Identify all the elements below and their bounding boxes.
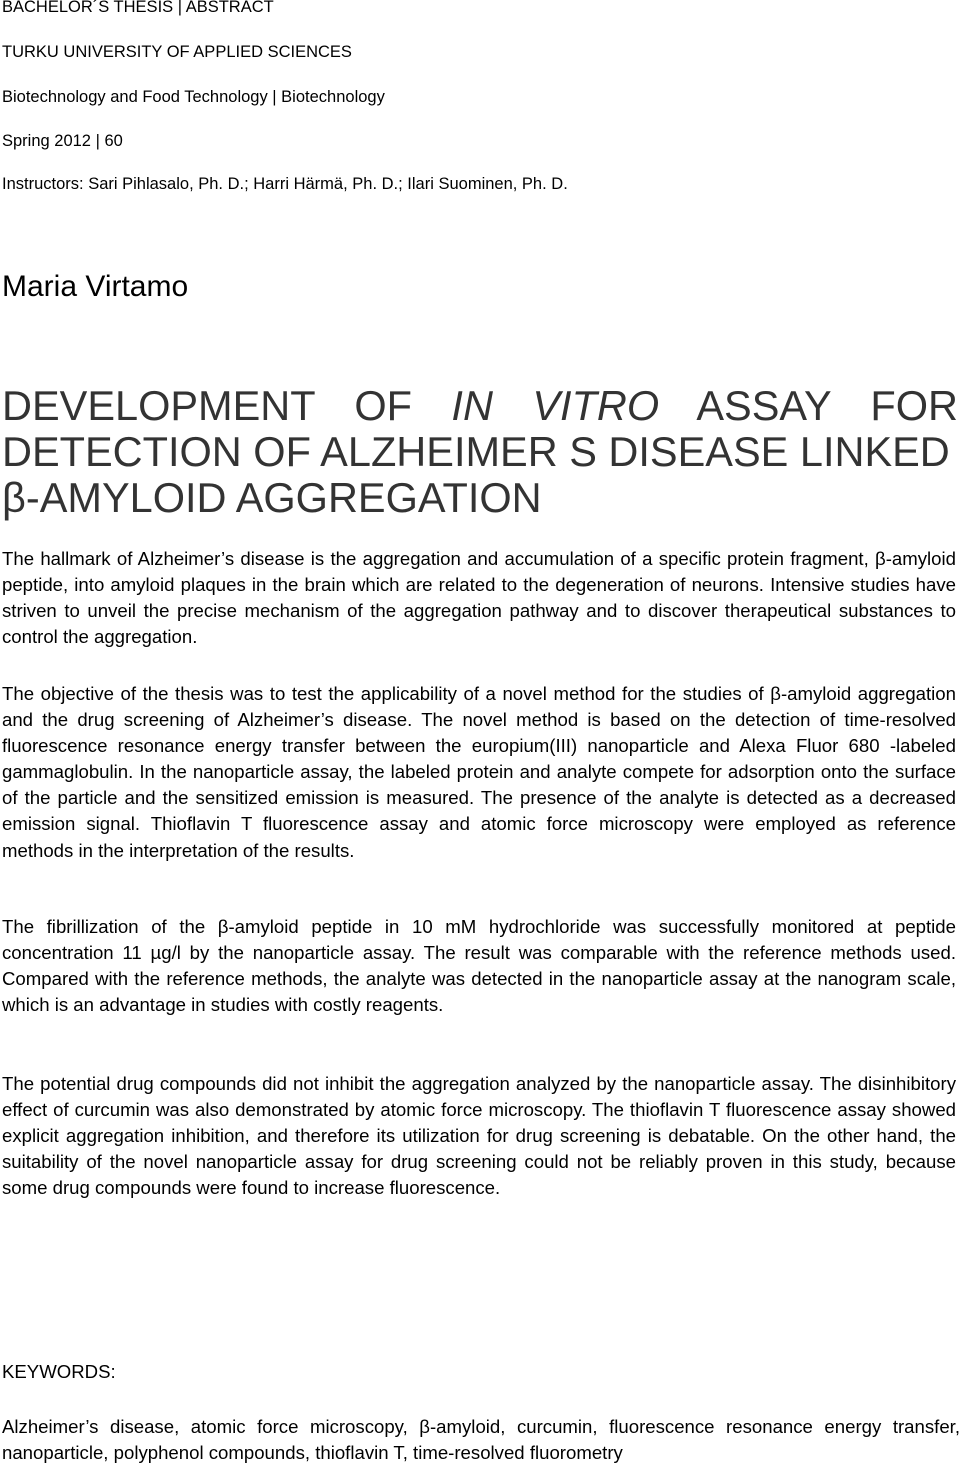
title-line-3: β-AMYLOID AGGREGATION	[2, 474, 542, 521]
title-word-italic: VITRO	[532, 382, 660, 429]
title-word: ASSAY	[696, 382, 831, 429]
university-line: TURKU UNIVERSITY OF APPLIED SCIENCES	[2, 43, 352, 61]
keywords-text: Alzheimer’s disease, atomic force microscopy, β-amyloid, curcumin, fluorescence resonance energy transfer, nanoparticle, polyphenol compounds, thioflavin T, time-resolved fluorometry	[2, 1416, 960, 1464]
title-word: DEVELOPMENT	[2, 382, 315, 429]
title-line-1	[2, 383, 958, 429]
abstract-paragraph-2: The objective of the thesis was to test the applicability of a novel method for the studies of β-amyloid aggregation and the drug screening of Alzheimer’s disease. The novel method is based on the detection of time-resolved fluorescence resonance energy transfer between the europium(III) nanoparticle and Alexa Fluor 680 -labeled gammaglobulin. In the nanoparticle assay, the labeled protein and analyte compete for adsorption onto the surface of the particle and the sensitized emission is measured. The presence of the analyte is detected as a decreased emission signal. Thioflavin T fluorescence assay and atomic force microscopy were employed as reference methods in the interpretation of the results.	[2, 683, 956, 861]
abstract-paragraph-1: The hallmark of Alzheimer’s disease is the aggregation and accumulation of a specific protein fragment, β-amyloid peptide, into amyloid plaques in the brain which are related to the degeneration of neurons. Intensive studies have striven to unveil the precise mechanism of the aggregation pathway and to discover therapeutical substances to control the aggregation.	[2, 548, 956, 648]
date-pages-line: Spring 2012 | 60	[2, 132, 123, 150]
keywords-label: KEYWORDS:	[2, 1361, 116, 1382]
author-name: Maria Virtamo	[2, 270, 189, 303]
abstract-paragraph-3: The fibrillization of the β-amyloid peptide in 10 mM hydrochloride was successfully monitored at peptide concentration 11 µg/l by the nanoparticle assay. The result was comparable with the reference methods used. Compared with the reference methods, the analyte was detected in the nanoparticle assay at the nanogram scale, which is an advantage in studies with costly reagents.	[2, 916, 956, 1016]
abstract-paragraph-4: The potential drug compounds did not inhibit the aggregation analyzed by the nanoparticle assay. The disinhibitory effect of curcumin was also demonstrated by atomic force microscopy. The thioflavin T fluorescence assay showed explicit aggregation inhibition, and therefore its utilization for drug screening is debatable. On the other hand, the suitability of the novel nanoparticle assay for drug screening could not be reliably proven in this study, because some drug compounds were found to increase fluorescence.	[2, 1073, 956, 1199]
document-type-line: BACHELOR´S THESIS | ABSTRACT	[2, 0, 274, 16]
degree-programme-line: Biotechnology and Food Technology | Biotechnology	[2, 88, 385, 106]
title-line-2: DETECTION OF ALZHEIMER S DISEASE LINKED	[2, 428, 950, 475]
thesis-title	[2, 383, 958, 521]
title-word-italic: IN	[451, 382, 493, 429]
title-word: FOR	[870, 382, 958, 429]
title-word: OF	[354, 382, 412, 429]
instructors-line: Instructors: Sari Pihlasalo, Ph. D.; Harri Härmä, Ph. D.; Ilari Suominen, Ph. D.	[2, 175, 568, 193]
